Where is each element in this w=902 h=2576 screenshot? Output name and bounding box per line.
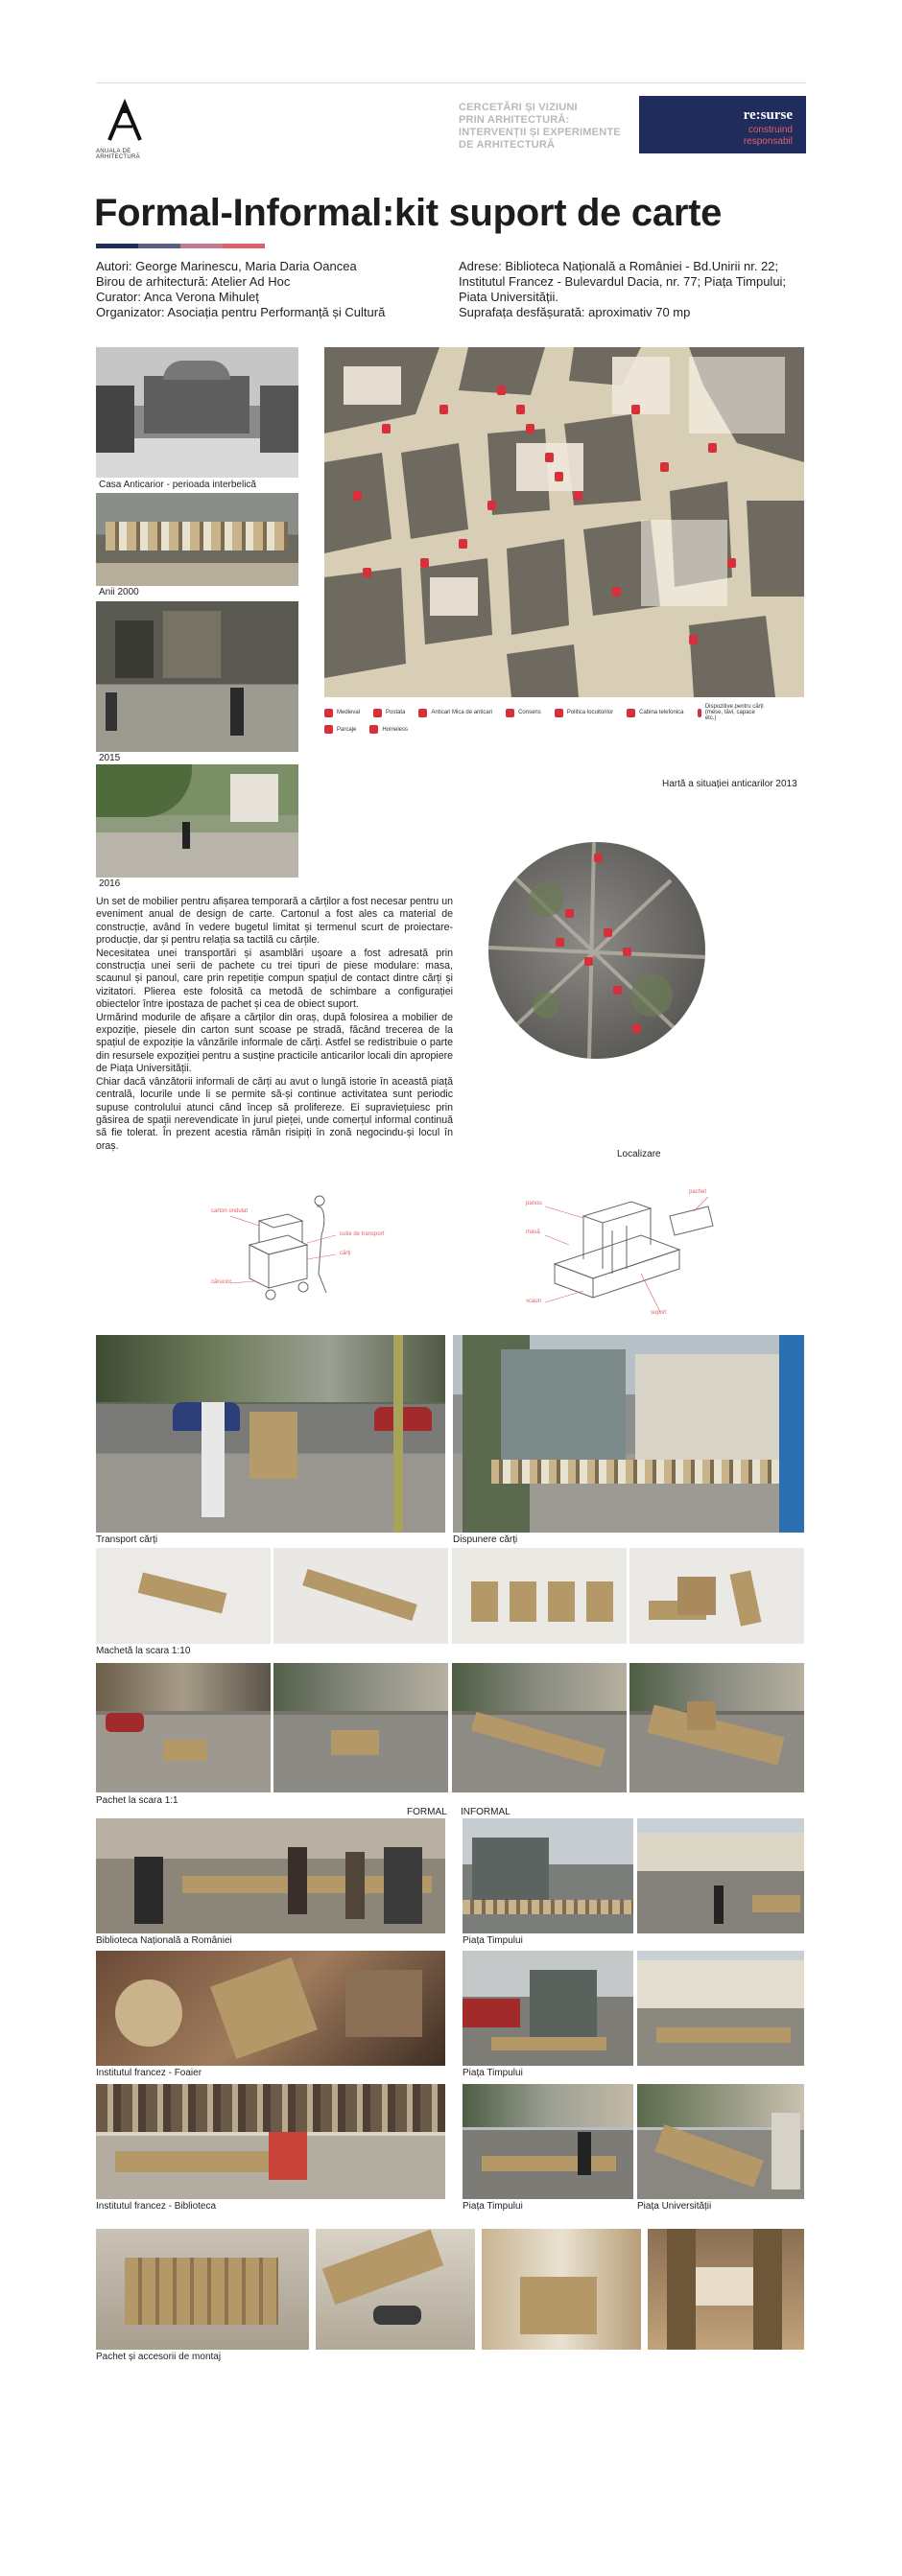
photo-macheta-4 bbox=[629, 1548, 804, 1644]
legend-item: Cabina telefonica bbox=[627, 704, 683, 721]
caption-2000: Anii 2000 bbox=[99, 587, 139, 597]
photo-piata-timpului-1a bbox=[463, 1818, 633, 1933]
caption-bnr: Biblioteca Națională a României bbox=[96, 1935, 232, 1946]
map-caption: Hartă a situației anticarilor 2013 bbox=[662, 779, 797, 789]
caption-piata-universitatii: Piața Universității bbox=[637, 2201, 712, 2212]
diagram-assembly bbox=[526, 1178, 718, 1322]
photo-pachet-3 bbox=[452, 1663, 627, 1792]
diagram-label: pachet bbox=[689, 1189, 707, 1195]
caption-interwar: Casa Anticarior - perioada interbelică bbox=[99, 480, 256, 490]
photo-piata-timpului-1b bbox=[637, 1818, 804, 1933]
photo-pachet-2 bbox=[273, 1663, 448, 1792]
pin-icon bbox=[555, 709, 563, 717]
pin-icon bbox=[698, 709, 701, 717]
caption-dispunere: Dispunere cărți bbox=[453, 1534, 518, 1545]
assembly-axonometry bbox=[526, 1178, 718, 1322]
photo-pachet-4 bbox=[629, 1663, 804, 1792]
resurse-brand-box bbox=[639, 96, 806, 153]
top-divider bbox=[96, 82, 806, 83]
diagram-label: cutie de transport bbox=[340, 1231, 385, 1237]
pin-icon bbox=[324, 709, 333, 717]
credits-left: Autori: George Marinescu, Maria Daria Oancea Birou de arhitectură: Atelier Ad Hoc Curator: Anca Verona Mihuleț Organizator: Asociația pentru Performanță și Cultură bbox=[96, 259, 386, 319]
diagram-label: cărucior bbox=[211, 1279, 232, 1285]
label-formal: FORMAL bbox=[407, 1807, 447, 1817]
legend-item: Dispozitive pentru cărți (mese, tăvi, capace etc.) bbox=[698, 704, 765, 721]
legend-item: Anticari Mica de anticari bbox=[418, 704, 492, 721]
photo-accesorii-2 bbox=[316, 2229, 475, 2350]
localizare-aerial-photo bbox=[488, 842, 705, 1059]
credits-right: Adrese: Biblioteca Națională a României - Bd.Unirii nr. 22; Institutul Francez - Bulevardul Dacia, nr. 77; Piața Timpului; Piata Universității. Suprafața desfășurată: aproximativ 70 mp bbox=[459, 259, 787, 319]
photo-piata-timpului-3 bbox=[463, 2084, 633, 2199]
caption-institut-foaier: Institutul francez - Foaier bbox=[96, 2068, 202, 2078]
caption-2016: 2016 bbox=[99, 878, 121, 889]
diagram-label: masă bbox=[526, 1229, 540, 1235]
photo-accesorii-3 bbox=[482, 2229, 641, 2350]
history-photo-2015 bbox=[96, 601, 298, 752]
diagram-label: scaun bbox=[526, 1299, 542, 1304]
history-photo-interwar bbox=[96, 347, 298, 478]
exhibition-subtitle: CERCETĂRI ȘI VIZIUNI PRIN ARHITECTURĂ: INTERVENȚII ȘI EXPERIMENTE DE ARHITECTURĂ bbox=[459, 102, 621, 151]
legend-item: Homeless bbox=[369, 725, 408, 734]
photo-piata-timpului-2a bbox=[463, 1951, 633, 2066]
anuala-logo bbox=[96, 98, 163, 160]
caption-accesorii: Pachet și accesorii de montaj bbox=[96, 2352, 222, 2362]
brand-tagline-2: responsabil bbox=[743, 136, 793, 147]
caption-transport: Transport cărți bbox=[96, 1534, 158, 1545]
photo-piata-timpului-2b bbox=[637, 1951, 804, 2066]
legend-item: Politica locuitorilor bbox=[555, 704, 613, 721]
history-photo-2000 bbox=[96, 493, 298, 586]
photo-accesorii-4 bbox=[648, 2229, 804, 2350]
caption-pachet: Pachet la scara 1:1 bbox=[96, 1795, 178, 1806]
photo-pachet-1 bbox=[96, 1663, 271, 1792]
legend-item: Medieval bbox=[324, 704, 360, 721]
photo-dispunere bbox=[453, 1335, 804, 1533]
caption-piata-timpului-3: Piața Timpului bbox=[463, 2201, 523, 2212]
legend-item: Postata bbox=[373, 704, 405, 721]
legend-item: Parcaje bbox=[324, 725, 356, 734]
logo-caption: ANUALA DE ARHITECTURĂ bbox=[96, 149, 140, 160]
photo-macheta-3 bbox=[452, 1548, 627, 1644]
pin-icon bbox=[324, 725, 333, 734]
photo-piata-universitatii bbox=[637, 2084, 804, 2199]
diagram-label: carton ondulat bbox=[211, 1208, 249, 1214]
photo-bnr bbox=[96, 1818, 445, 1933]
diagram-transport bbox=[211, 1187, 413, 1312]
photo-institut-biblioteca bbox=[96, 2084, 445, 2199]
diagram-label: panou bbox=[526, 1201, 542, 1206]
photo-transport bbox=[96, 1335, 445, 1533]
diagram-label: cărți bbox=[340, 1251, 351, 1256]
photo-macheta-1 bbox=[96, 1548, 271, 1644]
title-color-bar bbox=[96, 244, 265, 248]
project-description: Un set de mobilier pentru afișarea temporară a cărților a fost necesar pentru un eveniment anual de design de carte. Cartonul a fost ales ca material de construcție, având în vedere bugetul limitat și termenul scurt de proiectare-producție, dar și pentru relația sa tactilă cu cărțile. Necesitatea unei transportări și asamblări ușoare a fost adresată prin construcția unei serii de pachete cu trei tipuri de piese modulare: masa, scaunul și panoul, care prin repetiție compun spațiul de contact dintre cărți și vizitatori. Plierea este folosită ca metodă de schimbare a configurației obiectelor între ipostaza de pachet și cea de obiect suport. Urmărind modurile de afișare a cărților din oraș, după folosirea a mobilier de expoziție, piesele din carton sunt scoase pe stradă, făcând trecerea de la spațiul de expoziție la vânzările informale de cărți. Astfel se redistribuie o parte din resursele expoziției pentru a susține practicile anticarilor locali din apropiere de Piața Universității. Chiar dacă vânzătorii informali de cărți au avut o lungă istorie în această piață centrală, locurile unde li se permite să-și continue activitatea sunt periodic supuse controlului atunci când încep să prolifereze. Ei supraviețuiesc prin găsirea de spații nerevendicate în jurul pieței, unde comerțul informal continuă să fie tolerat. În prezent acestia rămân risipiți în zonă negocindu-și locul în oraș. bbox=[96, 896, 453, 1152]
caption-2015: 2015 bbox=[99, 753, 121, 763]
caption-piata-timpului-2: Piața Timpului bbox=[463, 2068, 523, 2078]
pin-icon bbox=[627, 709, 635, 717]
localizare-caption: Localizare bbox=[617, 1149, 661, 1159]
history-photo-2016 bbox=[96, 764, 298, 878]
diagram-label: suport bbox=[651, 1310, 667, 1316]
pin-icon bbox=[506, 709, 514, 717]
anticari-map bbox=[324, 347, 804, 697]
pin-icon bbox=[369, 725, 378, 734]
map-drawing bbox=[324, 347, 804, 697]
label-informal: INFORMAL bbox=[461, 1807, 510, 1817]
pin-icon bbox=[373, 709, 382, 717]
map-legend bbox=[324, 704, 804, 734]
aerial-detail bbox=[488, 842, 705, 1059]
logo-a-icon bbox=[96, 98, 163, 144]
pin-icon bbox=[418, 709, 427, 717]
caption-institut-biblioteca: Institutul francez - Biblioteca bbox=[96, 2201, 217, 2212]
photo-macheta-2 bbox=[273, 1548, 448, 1644]
photo-accesorii-1 bbox=[96, 2229, 309, 2350]
transport-axonometry bbox=[211, 1187, 413, 1312]
caption-macheta: Machetă la scara 1:10 bbox=[96, 1646, 191, 1656]
caption-piata-timpului-1: Piața Timpului bbox=[463, 1935, 523, 1946]
photo-institut-foaier bbox=[96, 1951, 445, 2066]
legend-item: Consens bbox=[506, 704, 541, 721]
brand-tagline-1: construind bbox=[748, 125, 793, 135]
page-title: Formal-Informal:kit suport de carte bbox=[94, 192, 723, 234]
brand-name: re:surse bbox=[743, 107, 793, 123]
